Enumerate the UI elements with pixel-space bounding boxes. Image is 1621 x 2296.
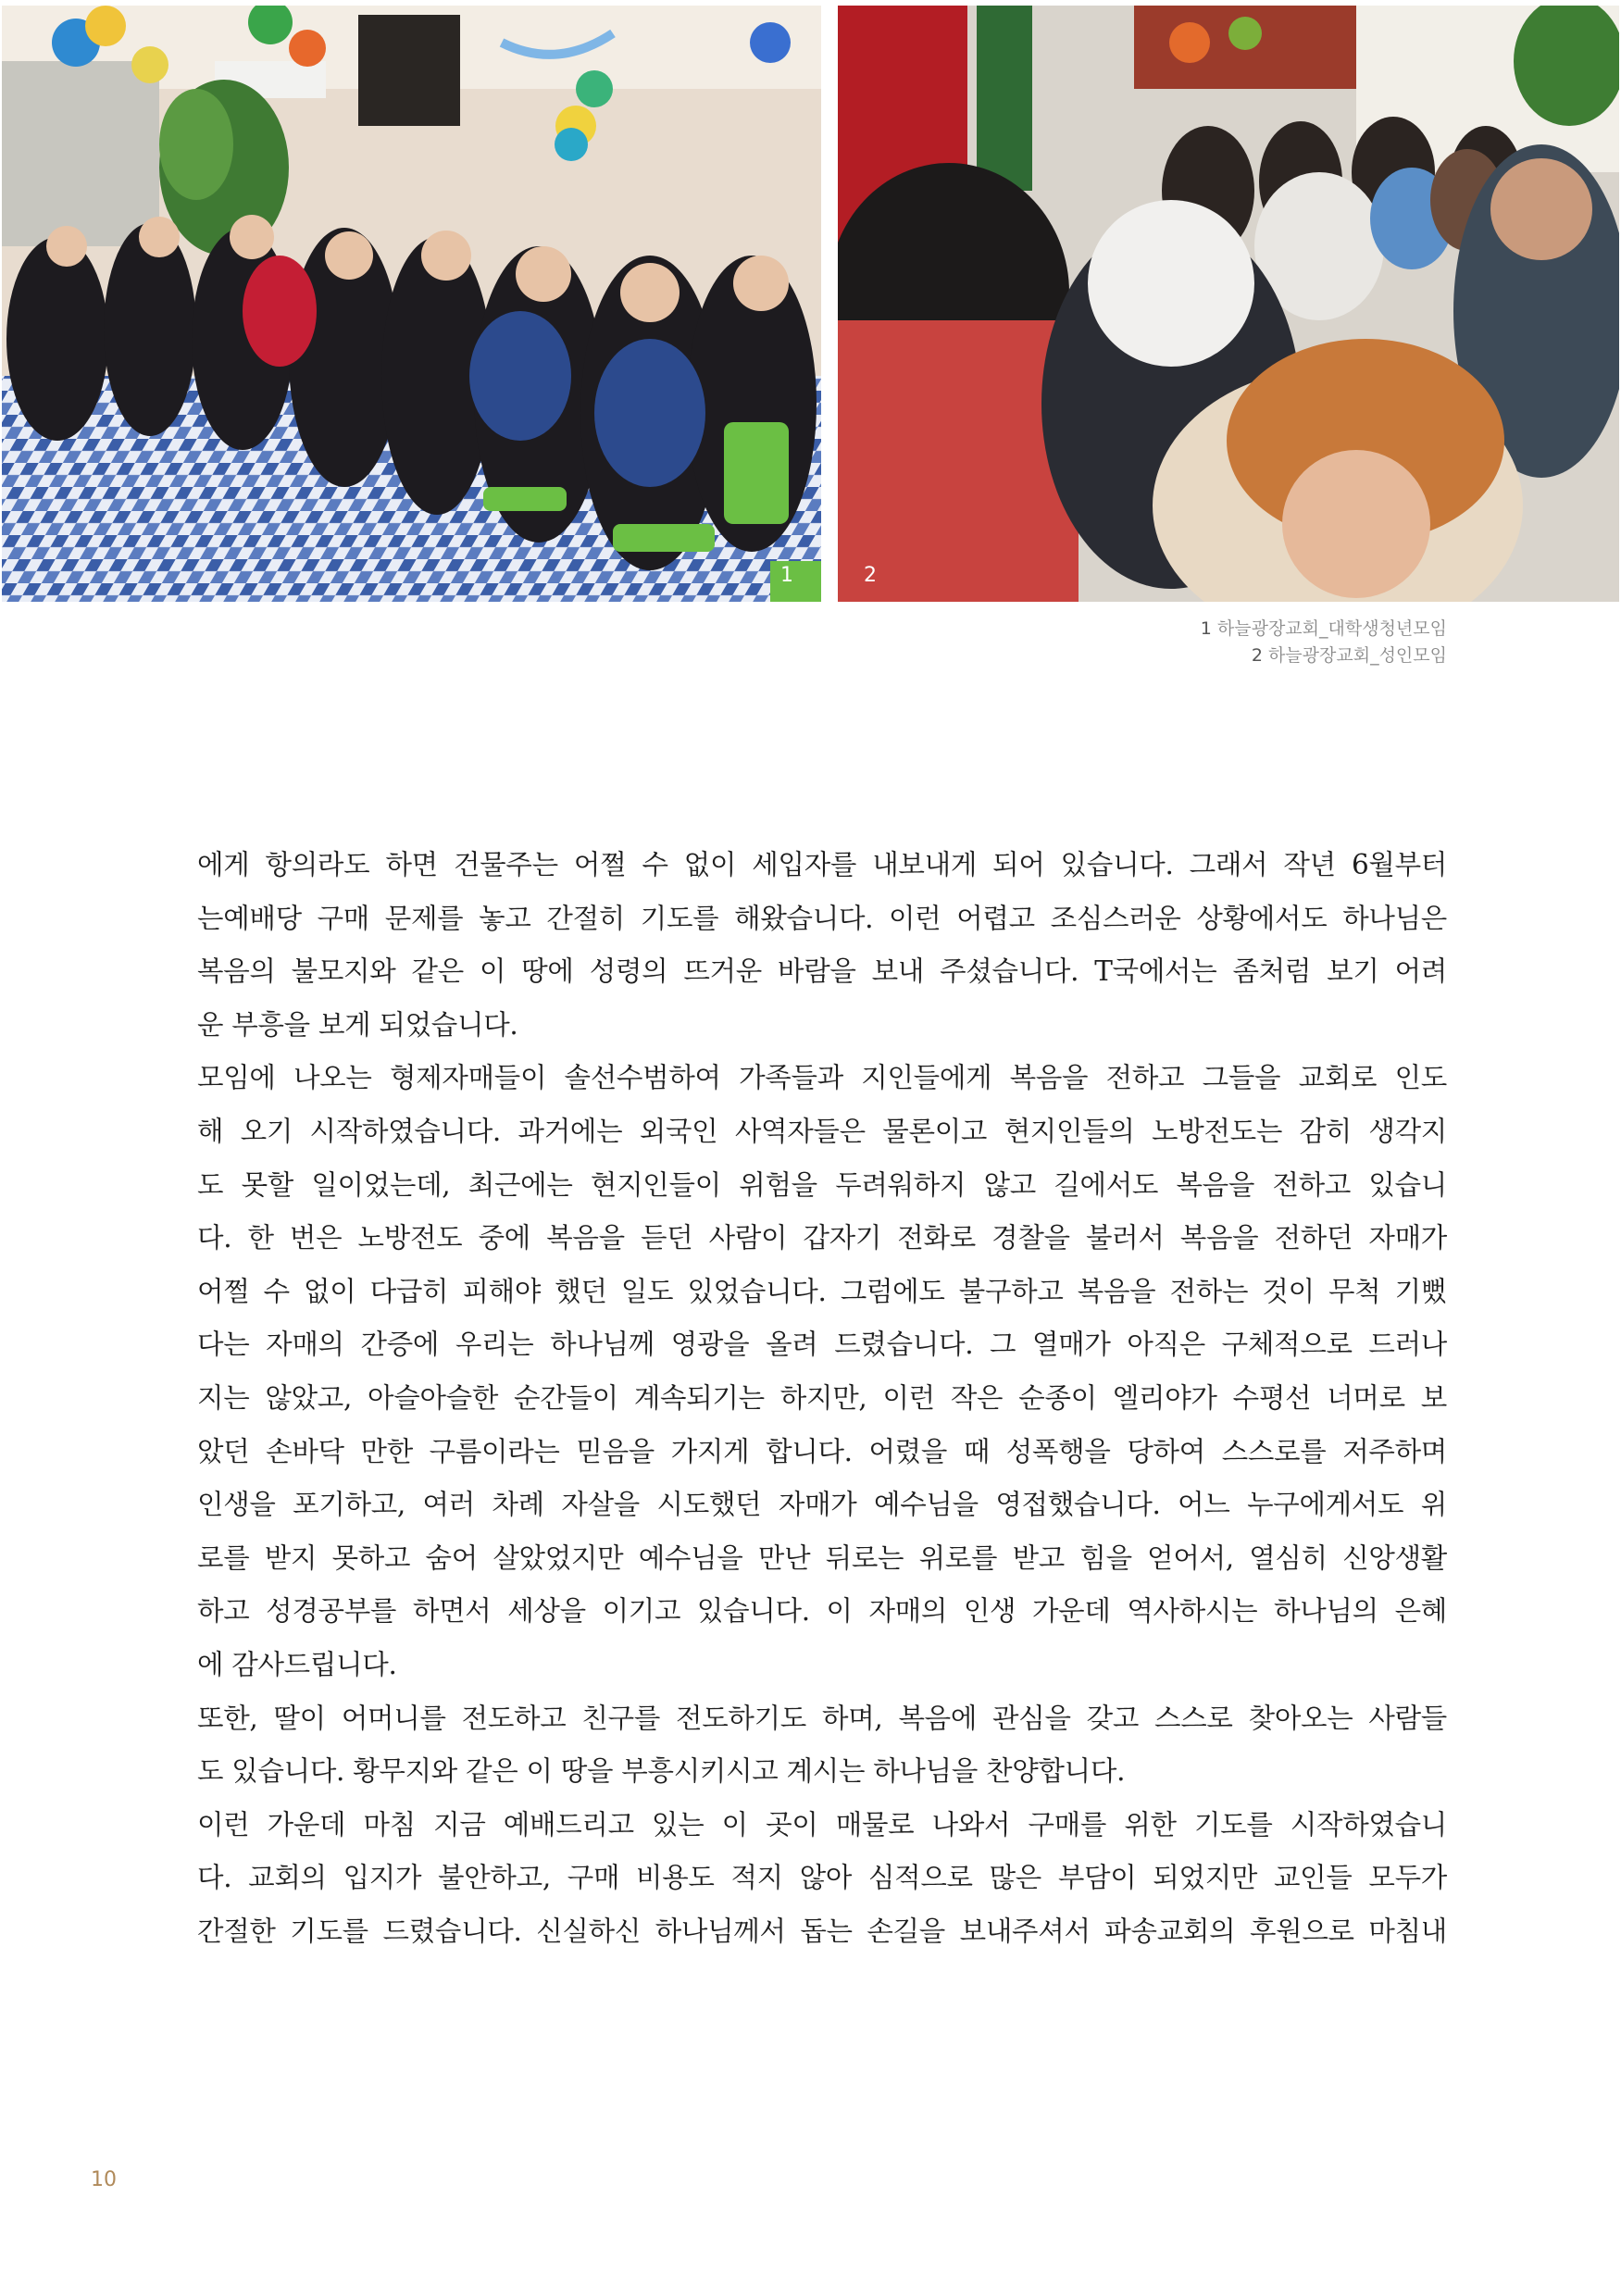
caption-number: 2: [1251, 645, 1263, 666]
body-line: 이런 가운데 마침 지금 예배드리고 있는 이 곳이 매물로 나와서 구매를 위한 기도를 시작하였습니: [197, 1808, 1447, 1841]
caption-text: 하늘광장교회_대학생청년모임: [1216, 618, 1447, 639]
body-line: 간절한 기도를 드렸습니다. 신실하신 하나님께서 돕는 손길을 보내주셔서 파송교회의 후원으로 마침내: [197, 1915, 1447, 1947]
page-number: 10: [91, 2168, 117, 2191]
body-line: 복음의 불모지와 같은 이 땅에 성령의 뜨거운 바람을 보내 주셨습니다. T국에서는 좀처럼 보기 어려: [197, 955, 1447, 988]
photo-adult-gathering-image: [838, 6, 1619, 602]
body-line: 도 있습니다. 황무지와 같은 이 땅을 부흥시키시고 계시는 하나님을 찬양합니다.: [197, 1755, 1126, 1788]
body-line: 다. 교회의 입지가 불안하고, 구매 비용도 적지 않아 심적으로 많은 부담이 되었지만 교인들 모두가: [197, 1862, 1447, 1894]
body-text: [197, 839, 1447, 1958]
photo-adult-gathering: [838, 6, 1619, 602]
caption-text: 하늘광장교회_성인모임: [1267, 645, 1447, 666]
body-line: 았던 손바닥 만한 구름이라는 믿음을 가지게 합니다. 어렸을 때 성폭행을 당하여 스스로를 저주하며: [197, 1435, 1447, 1467]
photo-number: 2: [864, 564, 877, 587]
body-line: 모임에 나오는 형제자매들이 솔선수범하여 가족들과 지인들에게 복음을 전하고 그들을 교회로 인도: [197, 1062, 1447, 1094]
body-line: 도 못할 일이었는데, 최근에는 현지인들이 위험을 두려워하지 않고 길에서도 복음을 전하고 있습니: [197, 1168, 1447, 1201]
photo-caption: [1201, 616, 1447, 643]
body-line: 지는 않았고, 아슬아슬한 순간들이 계속되기는 하지만, 이런 작은 순종이 엘리야가 수평선 너머로 보: [197, 1381, 1447, 1414]
photo-youth-gathering-image: [2, 6, 821, 602]
body-line: 또한, 딸이 어머니를 전도하고 친구를 전도하기도 하며, 복음에 관심을 갖고 스스로 찾아오는 사람들: [197, 1702, 1447, 1734]
body-line: 운 부흥을 보게 되었습니다.: [197, 1008, 518, 1041]
body-line: 로를 받지 못하고 숨어 살았었지만 예수님을 만난 뒤로는 위로를 받고 힘을 얻어서, 열심히 신앙생활: [197, 1541, 1447, 1574]
body-line: 에게 항의라도 하면 건물주는 어쩔 수 없이 세입자를 내보내게 되어 있습니다. 그래서 작년 6월부터: [197, 849, 1447, 880]
body-line: 는예배당 구매 문제를 놓고 간절히 기도를 해왔습니다. 이런 어렵고 조심스러운 상황에서도 하나님은: [197, 902, 1447, 934]
photo-number: 1: [780, 564, 793, 587]
body-line: 인생을 포기하고, 여러 차례 자살을 시도했던 자매가 예수님을 영접했습니다. 어느 누구에게서도 위: [197, 1489, 1447, 1521]
body-line: 다. 한 번은 노방전도 중에 복음을 듣던 사람이 갑자기 전화로 경찰을 불러서 복음을 전하던 자매가: [197, 1222, 1447, 1254]
body-line: 해 오기 시작하였습니다. 과거에는 외국인 사역자들은 물론이고 현지인들의 노방전도는 감히 생각지: [197, 1115, 1447, 1147]
photo-captions: [1201, 616, 1447, 669]
photo-caption: [1201, 643, 1447, 669]
body-line: 하고 성경공부를 하면서 세상을 이기고 있습니다. 이 자매의 인생 가운데 역사하시는 하나님의 은혜: [197, 1595, 1447, 1628]
body-line: 다는 자매의 간증에 우리는 하나님께 영광을 올려 드렸습니다. 그 열매가 아직은 구체적으로 드러나: [197, 1329, 1447, 1361]
body-line: 에 감사드립니다.: [197, 1648, 397, 1680]
body-line: 어쩔 수 없이 다급히 피해야 했던 일도 있었습니다. 그럼에도 불구하고 복음을 전하는 것이 무척 기뻤: [197, 1275, 1447, 1307]
photo-youth-gathering: [2, 6, 821, 602]
caption-number: 1: [1200, 618, 1212, 639]
